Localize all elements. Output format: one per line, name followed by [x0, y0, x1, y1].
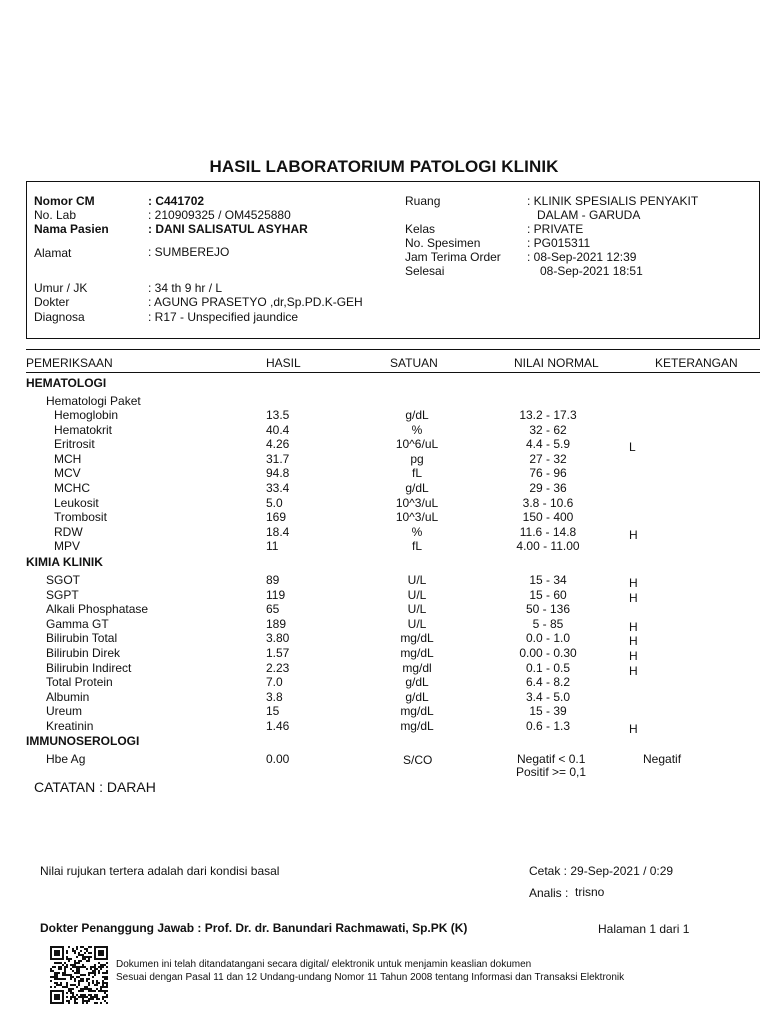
test-unit: mg/dL: [400, 646, 434, 660]
halaman: Halaman 1 dari 1: [598, 922, 690, 936]
value-jam-terima: : 08-Sep-2021 12:39: [527, 250, 637, 264]
value-ruang-cont: DALAM - GARUDA: [537, 208, 641, 222]
value-ruang: : KLINIK SPESIALIS PENYAKIT: [527, 194, 699, 208]
report-title: HASIL LABORATORIUM PATOLOGI KLINIK: [209, 157, 559, 176]
test-result: 2.23: [266, 660, 290, 675]
test-flag: H: [629, 663, 638, 678]
test-normal: 5 - 85: [532, 616, 564, 631]
test-name: SGOT: [46, 573, 81, 587]
test-name: Bilirubin Total: [46, 631, 118, 646]
test-unit: S/CO: [403, 753, 433, 767]
label-selesai: Selesai: [405, 264, 445, 278]
test-name: Hemoglobin: [54, 408, 119, 422]
test-unit: fL: [411, 466, 422, 481]
test-unit: mg/dL: [400, 704, 434, 719]
test-unit: g/dL: [405, 481, 429, 495]
test-unit: mg/dL: [400, 719, 434, 733]
test-normal: 13.2 - 17.3: [519, 408, 577, 422]
value-diagnosa: : R17 - Unspecified jaundice: [148, 310, 299, 324]
value-umur: : 34 th 9 hr / L: [148, 281, 223, 295]
test-flag: H: [629, 527, 638, 542]
header-hasil: HASIL: [266, 356, 301, 370]
test-result: 5.0: [266, 495, 283, 510]
test-result: 1.46: [266, 719, 290, 733]
test-unit: 10^3/uL: [395, 495, 439, 510]
test-flag: H: [629, 722, 638, 736]
test-name: Total Protein: [46, 675, 113, 690]
test-unit: mg/dl: [402, 660, 432, 675]
value-alamat: : SUMBEREJO: [148, 245, 230, 259]
test-normal: 4.00 - 11.00: [516, 539, 580, 554]
test-normal: 0.6 - 1.3: [525, 719, 571, 733]
test-unit: 10^6/uL: [395, 437, 439, 452]
header-nilai-normal: NILAI NORMAL: [514, 356, 599, 370]
cetak-date: Cetak : 29-Sep-2021 / 0:29: [529, 864, 674, 878]
test-result: 189: [266, 616, 287, 631]
qr-code-icon: [50, 946, 108, 1004]
test-result: 94.8: [266, 466, 290, 481]
test-result: 169: [266, 510, 287, 525]
test-normal: Negatif < 0.1: [517, 752, 586, 766]
test-result: 31.7: [266, 451, 290, 466]
label-kelas: Kelas: [405, 222, 436, 236]
test-flag: H: [629, 634, 638, 649]
test-normal: 15 - 34: [529, 573, 567, 587]
test-result: 3.80: [266, 631, 290, 646]
test-name: Hbe Ag: [46, 752, 86, 766]
test-normal: 50 - 136: [525, 602, 571, 617]
value-selesai: 08-Sep-2021 18:51: [540, 264, 643, 278]
test-name: Ureum: [46, 704, 83, 719]
test-normal: 27 - 32: [529, 451, 567, 466]
test-name: Albumin: [46, 689, 90, 704]
test-flag: H: [629, 649, 638, 663]
test-unit: %: [411, 422, 423, 437]
test-normal: 15 - 60: [529, 587, 567, 602]
value-nomor-cm: : C441702: [148, 194, 205, 208]
test-normal: 3.4 - 5.0: [525, 689, 571, 704]
test-flag: H: [629, 590, 638, 605]
header-satuan: SATUAN: [390, 356, 438, 370]
digital-signature-note-2: Sesuai dengan Pasal 11 dan 12 Undang-undang Nomor 11 Tahun 2008 tentang Informasi dan Transaksi Elektronik: [116, 972, 625, 983]
label-dokter: Dokter: [34, 295, 70, 309]
test-result: 119: [266, 587, 286, 602]
test-result: 7.0: [266, 675, 283, 690]
test-name: MCV: [54, 466, 81, 481]
test-result: 1.57: [266, 646, 290, 660]
label-umur: Umur / JK: [34, 281, 88, 295]
test-result: 15: [266, 704, 280, 719]
test-unit: fL: [411, 539, 422, 554]
test-normal: 15 - 39: [529, 704, 567, 719]
test-result: 4.26: [266, 437, 290, 452]
test-name: RDW: [54, 524, 83, 539]
test-result: 65: [266, 602, 280, 617]
test-normal: 3.8 - 10.6: [522, 495, 574, 510]
table-header-rule: [26, 372, 760, 373]
test-result: 18.4: [266, 524, 290, 539]
test-name: Hematokrit: [54, 422, 113, 437]
value-no-lab: : 210909325 / OM4525880: [148, 208, 291, 222]
test-normal: 0.1 - 0.5: [525, 660, 571, 675]
value-no-spesimen: : PG015311: [527, 236, 591, 250]
label-alamat: Alamat: [34, 246, 72, 260]
test-name: MCHC: [54, 481, 90, 495]
section-hematologi: HEMATOLOGI: [26, 376, 107, 390]
test-unit: U/L: [407, 616, 427, 631]
test-result: 33.4: [266, 481, 290, 495]
label-diagnosa: Diagnosa: [34, 310, 85, 324]
label-nama-pasien: Nama Pasien: [34, 222, 109, 236]
analis-label: Analis :: [529, 886, 569, 900]
digital-signature-note-1: Dokumen ini telah ditandatangani secara digital/ elektronik untuk menjamin keaslian dokumen: [116, 959, 532, 970]
label-ruang: Ruang: [405, 194, 441, 208]
header-keterangan: KETERANGAN: [655, 356, 738, 370]
test-result: 0.00: [266, 752, 290, 766]
test-unit: pg: [410, 451, 424, 466]
label-no-spesimen: No. Spesimen: [405, 236, 481, 250]
test-unit: U/L: [407, 602, 427, 617]
test-unit: g/dL: [405, 675, 429, 690]
test-result: 3.8: [266, 689, 283, 704]
test-flag: H: [629, 576, 638, 590]
test-name: MCH: [54, 451, 82, 466]
test-result: 11: [266, 539, 279, 554]
rujukan-note: Nilai rujukan tertera adalah dari kondisi basal: [40, 864, 280, 878]
test-flag: H: [629, 619, 638, 634]
label-jam-terima: Jam Terima Order: [405, 250, 501, 264]
label-nomor-cm: Nomor CM: [34, 194, 95, 208]
test-unit: g/dL: [405, 408, 429, 422]
catatan: CATATAN : DARAH: [34, 779, 156, 795]
test-name: SGPT: [46, 587, 79, 602]
test-name: Leukosit: [54, 495, 99, 510]
dokter-penanggung-jawab: Dokter Penanggung Jawab : Prof. Dr. dr. Banundari Rachmawati, Sp.PK (K): [40, 921, 468, 935]
test-unit: mg/dL: [400, 631, 434, 646]
header-pemeriksaan: PEMERIKSAAN: [26, 356, 113, 370]
test-flag: L: [629, 440, 636, 455]
test-name: MPV: [54, 539, 81, 554]
test-normal: 4.4 - 5.9: [525, 437, 571, 452]
test-name: Gamma GT: [46, 616, 109, 631]
test-normal: 150 - 400: [522, 510, 574, 525]
test-name: Bilirubin Direk: [46, 646, 121, 660]
test-name: Alkali Phosphatase: [46, 602, 149, 617]
test-unit: 10^3/uL: [395, 510, 439, 525]
test-name: Bilirubin Indirect: [46, 660, 132, 675]
test-unit: U/L: [407, 573, 427, 587]
test-unit: g/dL: [405, 689, 429, 704]
test-normal-positive: Positif >= 0,1: [516, 765, 587, 779]
test-normal: 11.6 - 14.8: [519, 524, 577, 539]
section-immunoserologi: IMMUNOSEROLOGI: [26, 734, 140, 748]
test-normal: 76 - 96: [529, 466, 567, 481]
test-normal: 29 - 36: [529, 481, 567, 495]
test-unit: %: [411, 524, 423, 539]
value-dokter: : AGUNG PRASETYO ,dr,Sp.PD.K-GEH: [148, 295, 363, 309]
test-note: Negatif: [643, 752, 682, 766]
label-no-lab: No. Lab: [34, 208, 77, 222]
test-unit: U/L: [407, 587, 427, 602]
test-result: 40.4: [266, 422, 290, 437]
test-normal: 32 - 62: [529, 422, 567, 437]
test-normal: 0.0 - 1.0: [525, 631, 571, 646]
test-result: 13.5: [266, 408, 290, 422]
test-name: Kreatinin: [46, 719, 94, 733]
test-name: Eritrosit: [54, 437, 95, 452]
value-kelas: : PRIVATE: [527, 222, 584, 236]
test-name: Trombosit: [54, 510, 107, 525]
test-result: 89: [266, 573, 280, 587]
section-kimia-klinik: KIMIA KLINIK: [26, 555, 103, 569]
table-top-rule: [26, 349, 760, 350]
analis-value: trisno: [575, 885, 605, 899]
test-normal: 0.00 - 0.30: [519, 646, 577, 660]
test-normal: 6.4 - 8.2: [525, 675, 571, 690]
subsection-hematologi-paket: Hematologi Paket: [46, 394, 141, 408]
value-nama-pasien: : DANI SALISATUL ASYHAR: [148, 222, 308, 236]
